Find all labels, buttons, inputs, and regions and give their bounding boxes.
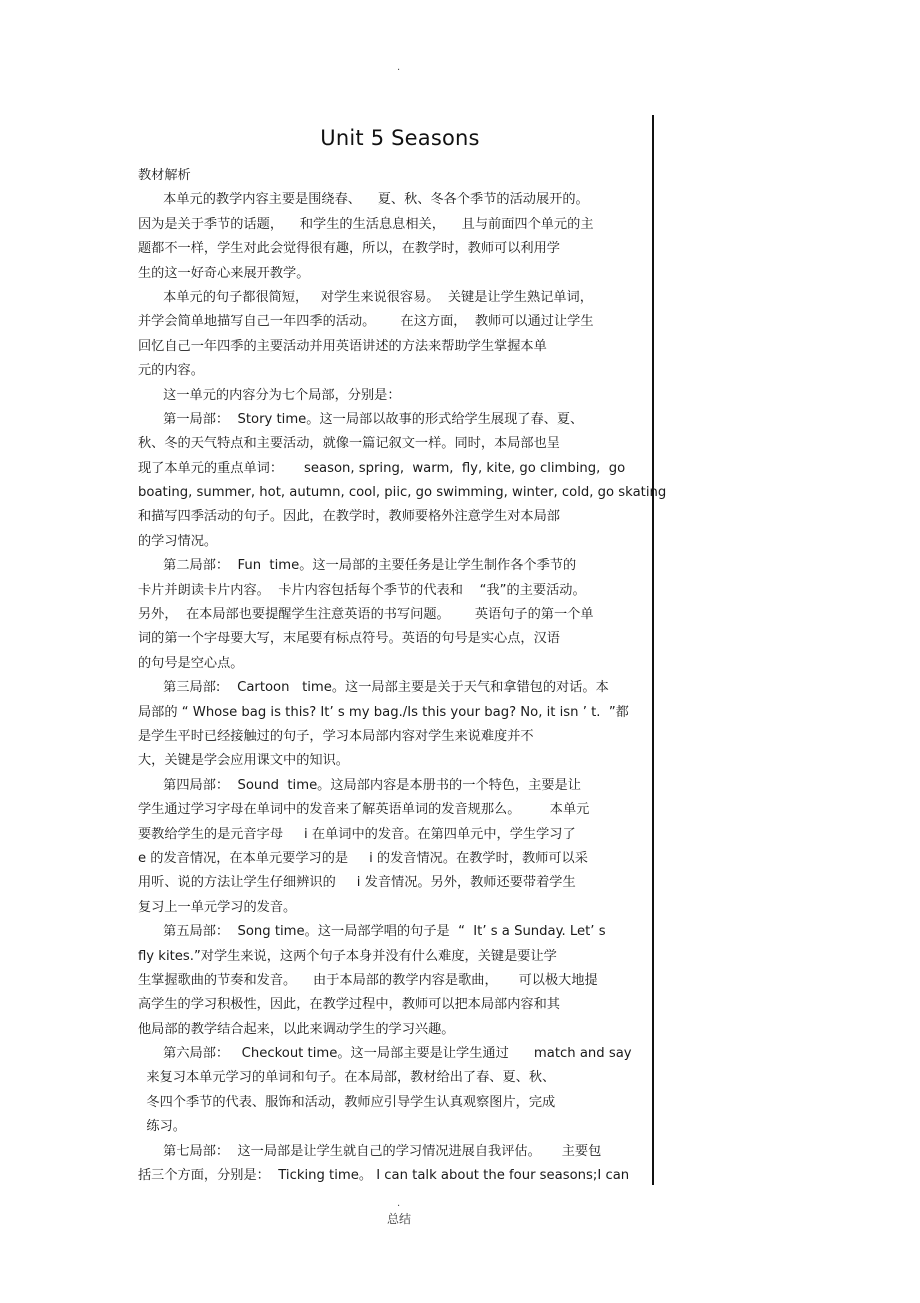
text-line: boating, summer, hot, autumn, cool, piic, go swimming, winter, cold, go skating: [138, 485, 667, 501]
text-line: 高学生的学习积极性，因此，在教学过程中，教师可以把本局部内容和其: [138, 997, 560, 1013]
text-line: 另外， 在本局部也要提醒学生注意英语的书写问题。 英语句子的第一个单: [138, 607, 594, 623]
text-line: 要教给学生的是元音字母 i 在单词中的发音。在第四单元中，学生学习了: [138, 826, 576, 842]
text-line: 他局部的教学结合起来，以此来调动学生的学习兴趣。: [138, 1021, 455, 1037]
footer-mark: .: [397, 1198, 401, 1209]
text-line: 是学生平时已经接触过的句子，学习本局部内容对学生来说难度并不: [138, 728, 534, 744]
text-line: 生的这一好奇心来展开教学。: [138, 265, 310, 281]
text-line: 第五局部： Song time。这一局部学唱的句子是 “ It’ s a Sunday. Let’ s: [138, 924, 606, 940]
body-text: [138, 164, 667, 1188]
text-line: 和描写四季活动的句子。因此，在教学时，教师要格外注意学生对本局部: [138, 509, 560, 525]
text-line: 本单元的句子都很简短， 对学生来说很容易。 关键是让学生熟记单词，: [138, 289, 593, 305]
text-line: 第七局部： 这一局部是让学生就自己的学习情况进展自我评估。 主要包: [138, 1143, 602, 1159]
text-line: 词的第一个字母要大写，末尾要有标点符号。英语的句号是实心点，汉语: [138, 631, 560, 647]
text-line: 冬四个季节的代表、服饰和活动，教师应引导学生认真观察图片，完成: [138, 1094, 556, 1110]
page-title: Unit 5 Seasons: [320, 126, 480, 150]
text-line: 教材解析: [138, 168, 191, 183]
text-line: 括三个方面，分别是： Ticking time。 I can talk about the four seasons;I can: [138, 1168, 630, 1184]
text-line: 生掌握歌曲的节奏和发音。 由于本局部的教学内容是歌曲， 可以极大地提: [138, 972, 598, 988]
text-line: 来复习本单元学习的单词和句子。在本局部，教材给出了春、夏、秋、: [138, 1070, 556, 1086]
text-line: 学生通过学习字母在单词中的发音来了解英语单词的发音规那么。 本单元: [138, 802, 590, 818]
text-line: 卡片并朗读卡片内容。 卡片内容包括每个季节的代表和 “我”的主要活动。: [138, 582, 586, 598]
text-line: 第四局部： Sound time。这局部内容是本册书的一个特色，主要是让: [138, 777, 581, 793]
text-line: 复习上一单元学习的发音。: [138, 899, 297, 915]
text-line: 本单元的教学内容主要是围绕春、 夏、秋、冬各个季节的活动展开的。: [138, 192, 589, 208]
text-line: 第三局部: Cartoon time。这一局部主要是关于天气和拿错包的对话。本: [138, 680, 609, 696]
text-line: 练习。: [138, 1119, 186, 1135]
text-line: 第一局部： Story time。这一局部以故事的形式给学生展现了春、夏、: [138, 411, 584, 427]
text-line: 现了本单元的重点单词： season, spring, warm, fly, kite, go climbing, go: [138, 460, 626, 476]
text-line: 用听、说的方法让学生仔细辨识的 i 发音情况。另外，教师还要带着学生: [138, 875, 576, 891]
text-line: 的句号是空心点。: [138, 655, 244, 671]
footer-label: 总结: [387, 1212, 412, 1226]
text-line: 回忆自己一年四季的主要活动并用英语讲述的方法来帮助学生掌握本单: [138, 338, 547, 354]
text-line: 元的内容。: [138, 363, 204, 379]
text-line: 第六局部： Checkout time。这一局部主要是让学生通过 match and say: [138, 1046, 632, 1062]
header-mark: .: [397, 62, 401, 73]
text-line: 第二局部： Fun time。这一局部的主要任务是让学生制作各个季节的: [138, 558, 577, 574]
text-line: 的学习情况。: [138, 533, 218, 549]
text-line: fly kites.”对学生来说，这两个句子本身并没有什么难度，关键是要让学: [138, 948, 557, 964]
text-line: 大，关键是学会应用课文中的知识。: [138, 753, 349, 769]
text-line: 题都不一样，学生对此会觉得很有趣，所以，在教学时，教师可以利用学: [138, 241, 560, 257]
text-line: 这一单元的内容分为七个局部，分别是：: [138, 387, 401, 403]
text-line: 秋、冬的天气特点和主要活动，就像一篇记叙文一样。同时，本局部也呈: [138, 436, 560, 452]
text-line: 因为是关于季节的话题， 和学生的生活息息相关， 且与前面四个单元的主: [138, 216, 594, 232]
text-line: 并学会简单地描写自己一年四季的活动。 在这方面， 教师可以通过让学生: [138, 314, 594, 330]
text-line: e 的发音情况，在本单元要学习的是 i 的发音情况。在教学时，教师可以采: [138, 850, 588, 866]
text-line: 局部的 “ Whose bag is this? It’ s my bag./Is this your bag? No, it isn ’ t. ”都: [138, 704, 629, 720]
